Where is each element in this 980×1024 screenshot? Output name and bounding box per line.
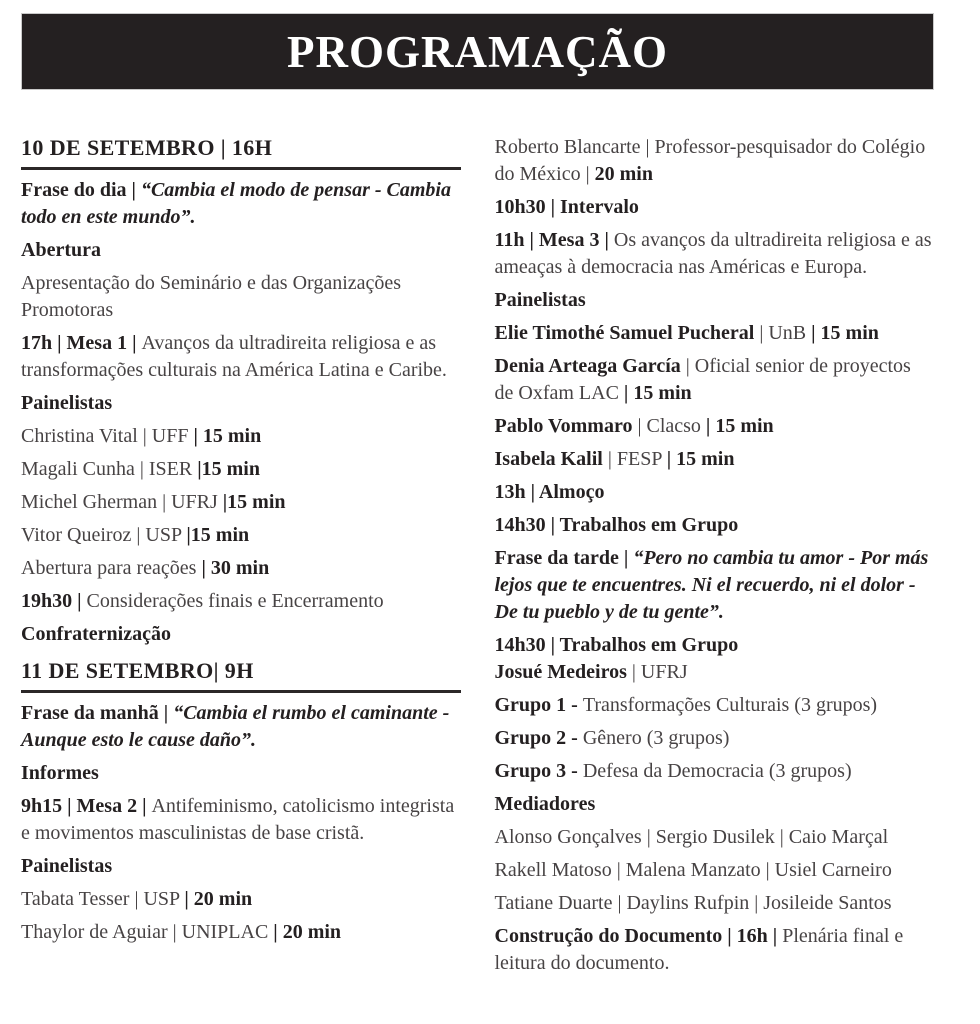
schedule-text-segment: Michel Gherman | UFRJ (21, 491, 223, 513)
schedule-text-segment: | 20 min (273, 921, 342, 943)
schedule-line (495, 857, 935, 884)
schedule-text-segment: Tabata Tesser | USP (21, 888, 185, 910)
schedule-text-segment: Grupo 3 - (494, 760, 583, 782)
schedule-text-segment: Denia Arteaga García (494, 355, 681, 377)
schedule-text-segment: 20 min (594, 163, 653, 185)
schedule-line (495, 479, 935, 506)
schedule-line (21, 423, 461, 450)
schedule-text-segment: | 20 min (184, 888, 253, 910)
schedule-text-segment: Vitor Queiroz | USP (21, 524, 187, 546)
schedule-line (495, 320, 935, 347)
schedule-text-segment: “Pero no cambia tu amor - Por más lejos que te encuentres. Ni el recuerdo, ni el dolor - De tu pueblo y de tu gente”. (494, 547, 929, 623)
schedule-text-segment: Transformações Culturais (3 grupos) (582, 694, 878, 716)
schedule-line (495, 824, 935, 851)
schedule-line (495, 890, 935, 917)
schedule-text-segment: | 30 min (201, 557, 270, 579)
schedule-line (21, 270, 461, 324)
schedule-line (21, 390, 461, 417)
schedule-line (21, 700, 461, 754)
schedule-text-segment: Josué Medeiros (494, 661, 627, 683)
schedule-text-segment: Frase da tarde | (494, 547, 634, 569)
schedule-text-segment: Christina Vital | UFF (21, 425, 194, 447)
schedule-line (495, 287, 935, 314)
schedule-text-segment: Apresentação do Seminário e das Organizações Promotoras (21, 272, 402, 321)
schedule-text-segment: Isabela Kalil (494, 448, 603, 470)
schedule-text-segment: Antifeminismo, catolicismo integrista e movimentos masculinistas de base cristã. (21, 795, 455, 844)
schedule-text-segment: Mediadores (494, 793, 596, 815)
schedule-text-segment: Defesa da Democracia (3 grupos) (582, 760, 852, 782)
schedule-text-segment: “Cambia el modo de pensar - Cambia todo en este mundo”. (21, 179, 451, 228)
schedule-text-segment: Confraternização (21, 623, 171, 645)
schedule-text-segment: Magali Cunha | ISER (21, 458, 198, 480)
schedule-text-segment: Tatiane Duarte | Daylins Rufpin | Josileide Santos (494, 892, 892, 914)
schedule-text-segment: Roberto Blancarte | Professor-pesquisador do Colégio do México | (494, 136, 926, 185)
schedule-text-segment: Painelistas (21, 392, 113, 414)
schedule-line (21, 522, 461, 549)
schedule-line (495, 632, 935, 659)
column-left (21, 134, 461, 983)
schedule-line (21, 555, 461, 582)
schedule-text-segment: | 15 min (623, 382, 692, 404)
day-header (21, 657, 461, 693)
schedule-text-segment: 10 DE SETEMBRO | 16H (21, 135, 273, 160)
schedule-text-segment: 11 DE SETEMBRO| 9H (21, 658, 254, 683)
schedule-text-segment: 17h | Mesa 1 | (21, 332, 142, 354)
schedule-line (495, 227, 935, 281)
schedule-line (21, 177, 461, 231)
schedule-line (495, 413, 935, 440)
schedule-text-segment: 10h30 | Intervalo (494, 196, 639, 218)
schedule-text-segment: “Cambia el rumbo el caminante - Aunque esto le cause daño”. (21, 702, 450, 751)
schedule-text-segment: 11h | Mesa 3 | (494, 229, 614, 251)
schedule-line (21, 588, 461, 615)
schedule-text-segment: Construção do Documento | 16h | (494, 925, 783, 947)
schedule-line (21, 237, 461, 264)
schedule-text-segment: Grupo 1 - (494, 694, 583, 716)
column-right (495, 134, 935, 983)
schedule-text-segment: | 15 min (193, 425, 262, 447)
schedule-line (495, 659, 935, 686)
schedule-line (495, 725, 935, 752)
day-header (21, 134, 461, 170)
schedule-text-segment: | 15 min (666, 448, 735, 470)
schedule-text-segment: Frase do dia | (21, 179, 141, 201)
schedule-text-segment: Alonso Gonçalves | Sergio Dusilek | Caio Marçal (494, 826, 889, 848)
schedule-line (21, 886, 461, 913)
schedule-text-segment: 9h15 | Mesa 2 | (21, 795, 152, 817)
schedule-text-segment: | Oficial senior de proyectos de Oxfam LAC (494, 355, 911, 404)
schedule-text-segment: 19h30 | (21, 590, 87, 612)
schedule-line (21, 853, 461, 880)
schedule-text-segment: | 15 min (705, 415, 774, 437)
schedule-text-segment: Elie Timothé Samuel Pucheral (494, 322, 755, 344)
schedule-line (21, 760, 461, 787)
schedule-line (495, 194, 935, 221)
schedule-line (495, 446, 935, 473)
schedule-text-segment: 14h30 | Trabalhos em Grupo (494, 514, 739, 536)
schedule-line (495, 353, 935, 407)
schedule-text-segment: | 15 min (811, 322, 879, 344)
schedule-text-segment: Gênero (3 grupos) (582, 727, 730, 749)
schedule-line (21, 456, 461, 483)
schedule-text-segment: |15 min (197, 458, 260, 480)
schedule-text-segment: Thaylor de Aguiar | UNIPLAC (21, 921, 274, 943)
schedule-line (495, 134, 935, 188)
schedule-text-segment: Informes (21, 762, 99, 784)
schedule-line (495, 791, 935, 818)
schedule-line (495, 692, 935, 719)
schedule-line (21, 793, 461, 847)
page-title: PROGRAMAÇÃO (287, 26, 668, 77)
schedule-text-segment: Pablo Vommaro (494, 415, 633, 437)
schedule-text-segment: Abertura (21, 239, 101, 261)
schedule-text-segment: | Clacso (632, 415, 706, 437)
schedule-text-segment: Avanços da ultradireita religiosa e as transformações culturais na América Latina e Caribe. (21, 332, 447, 381)
schedule-text-segment: Plenária final e leitura do documento. (494, 925, 904, 974)
schedule-text-segment: |15 min (222, 491, 286, 513)
schedule-text-segment: Os avanços da ultradireita religiosa e as ameaças à democracia nas Américas e Europa. (494, 229, 932, 278)
schedule-line (495, 512, 935, 539)
schedule-text-segment: Abertura para reações (21, 557, 202, 579)
schedule-line (495, 758, 935, 785)
schedule-line (21, 919, 461, 946)
schedule-text-segment: | UFRJ (626, 661, 688, 683)
schedule-text-segment: Painelistas (21, 855, 113, 877)
schedule-line (21, 489, 461, 516)
schedule-text-segment: Frase da manhã | (21, 702, 174, 724)
schedule-line (495, 545, 935, 626)
schedule-text-segment: | FESP (602, 448, 667, 470)
schedule-text-segment: |15 min (186, 524, 250, 546)
schedule-text-segment: Painelistas (494, 289, 586, 311)
schedule-columns (21, 134, 934, 983)
schedule-text-segment: 13h | Almoço (494, 481, 605, 503)
schedule-line (495, 923, 935, 977)
schedule-text-segment: Rakell Matoso | Malena Manzato | Usiel Carneiro (494, 859, 892, 881)
schedule-text-segment: Considerações finais e Encerramento (86, 590, 384, 612)
schedule-line (21, 621, 461, 648)
title-banner (21, 13, 934, 90)
schedule-line (21, 330, 461, 384)
schedule-text-segment: | UnB (754, 322, 812, 344)
schedule-text-segment: 14h30 | Trabalhos em Grupo (494, 634, 739, 656)
schedule-text-segment: Grupo 2 - (494, 727, 583, 749)
